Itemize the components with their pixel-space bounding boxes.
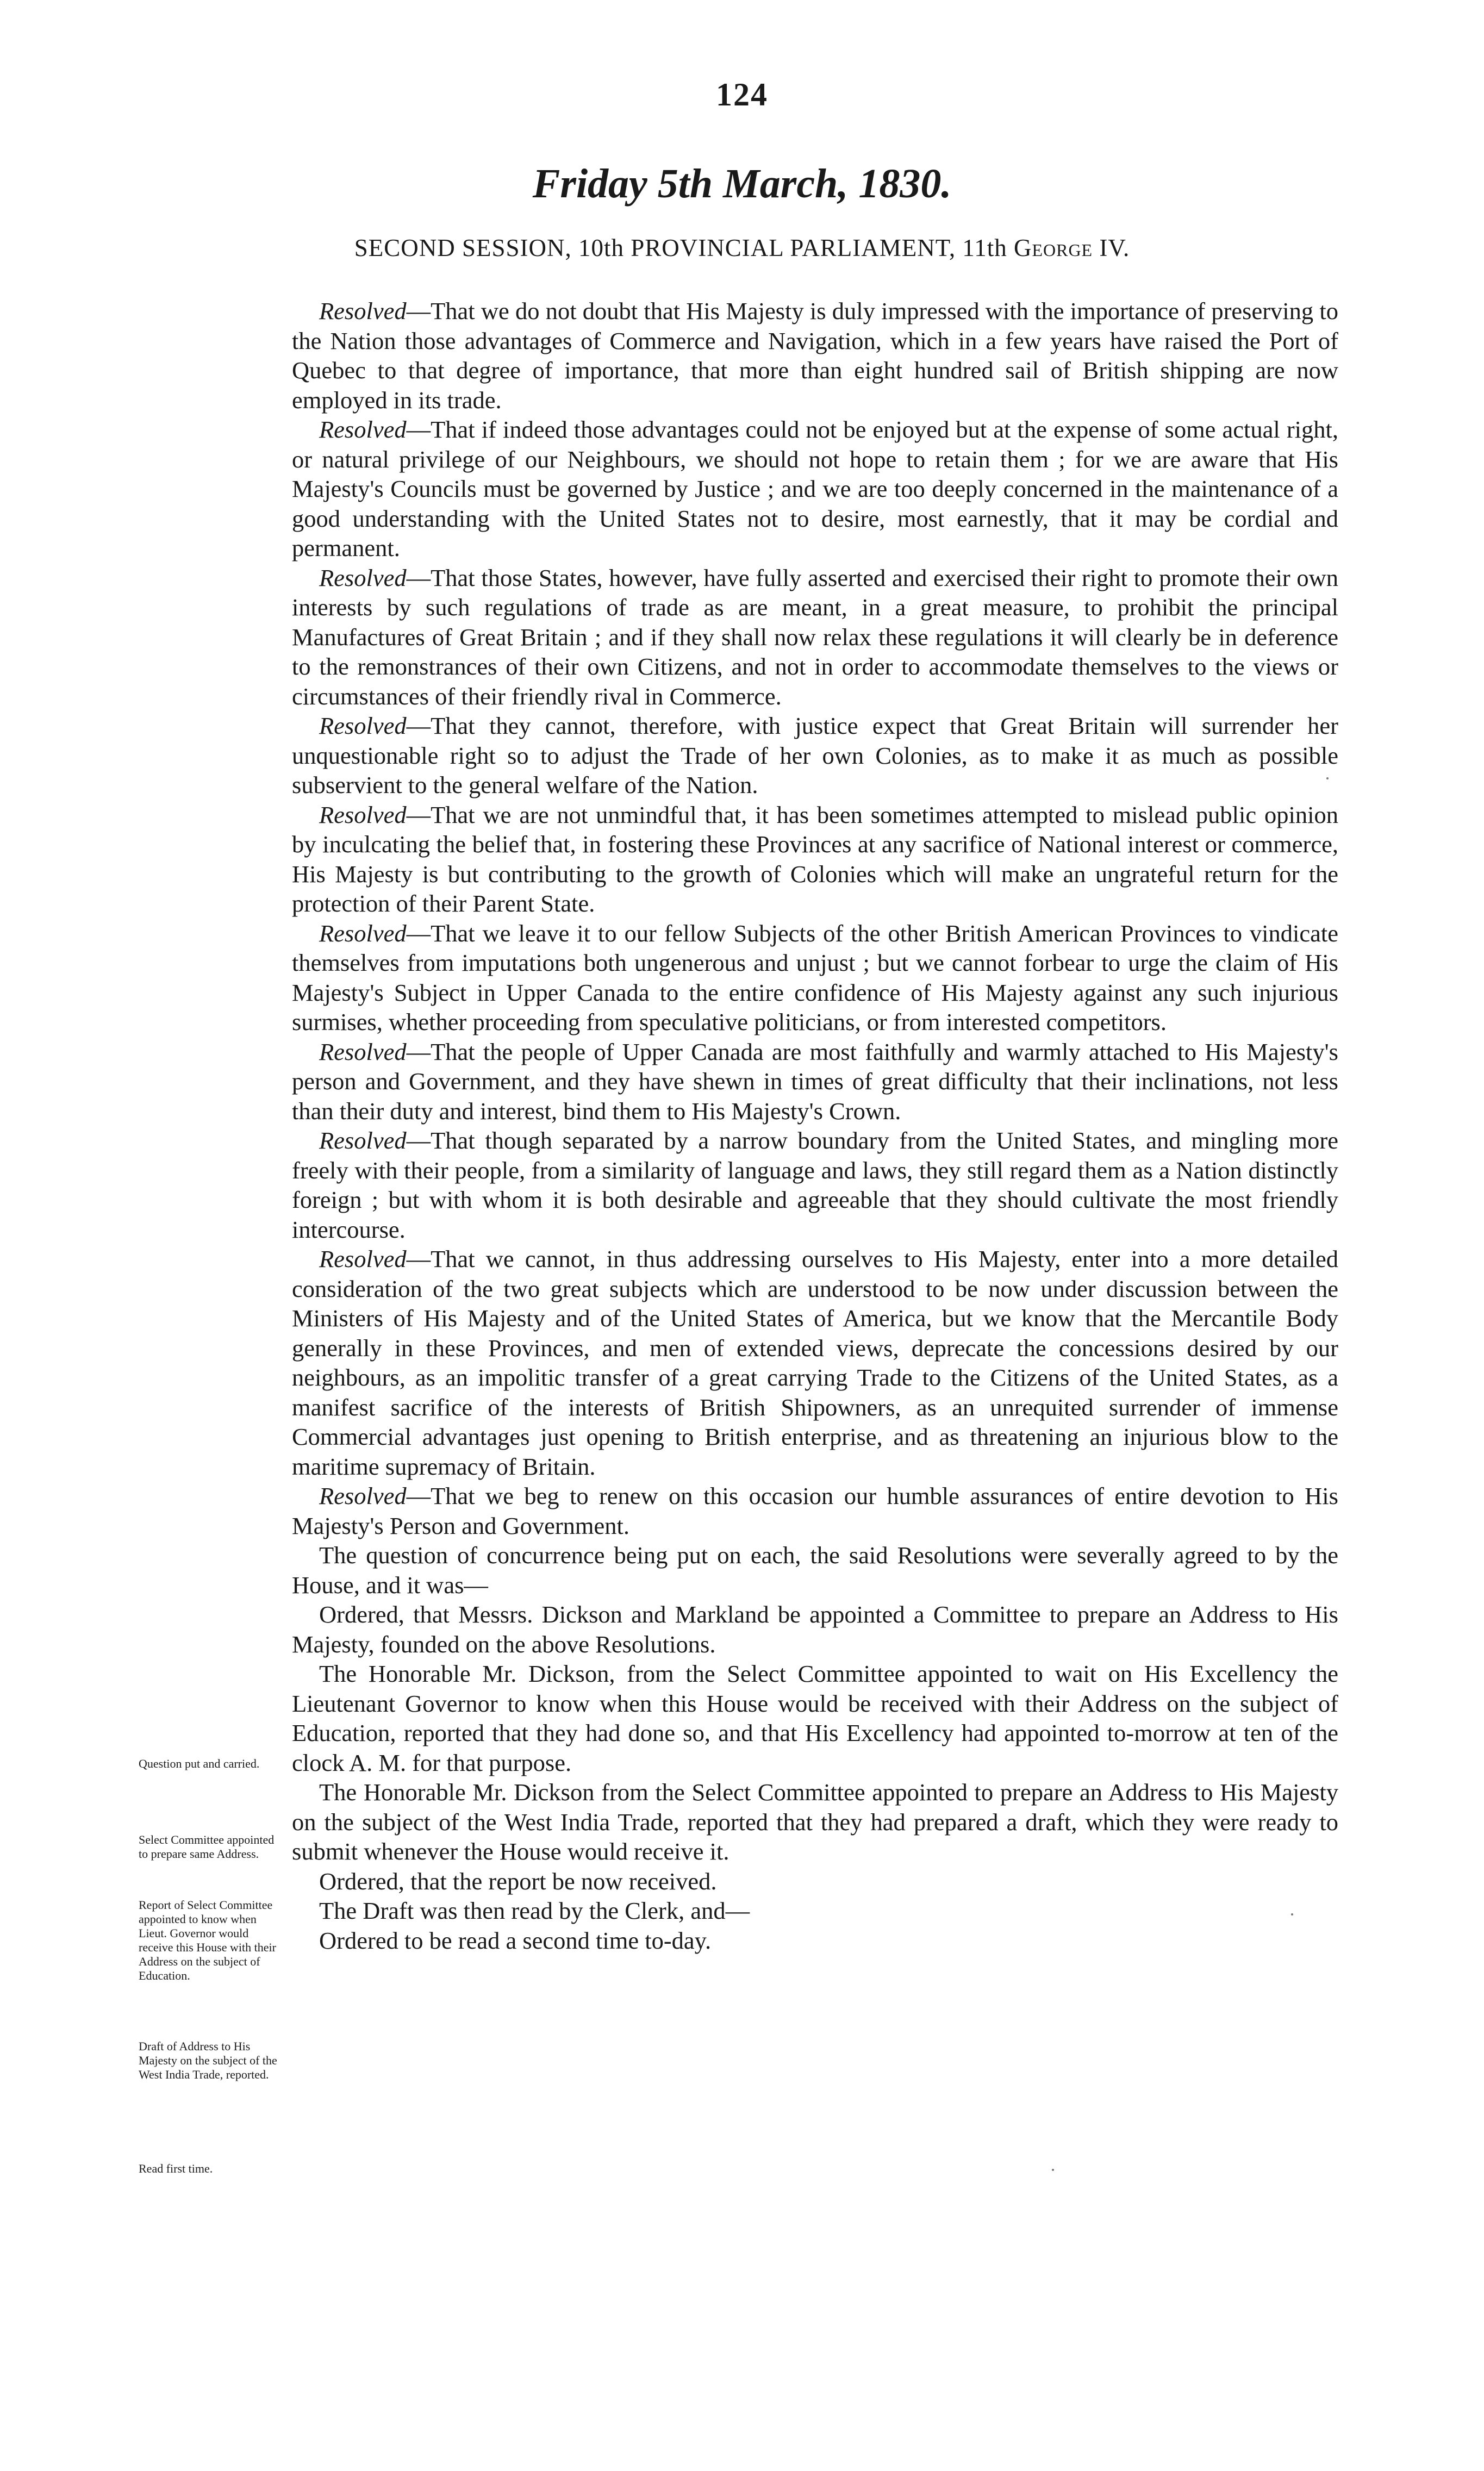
margin-note: Report of Select Committee appointed to know when Lieut. Governor would receive this House with their Address on the subject of Education. <box>139 1898 276 1982</box>
resolution-text: —That we leave it to our fellow Subjects of the other British American Provinces to vindicate themselves from imputations both ungenerous and unjust ; but we cannot forbear to urge the claim of His Majesty's Subject in Upper Canada to the entire confidence of His Majesty against any such injurious surmises, whether proceeding from speculative politicians, or from interested competitors. <box>292 919 1338 1035</box>
resolution-lead: Resolved <box>319 297 407 325</box>
journal-body <box>292 296 1338 1955</box>
session-heading-end: IV. <box>1093 234 1130 261</box>
resolution <box>292 563 1338 712</box>
resolution <box>292 415 1338 563</box>
resolution <box>292 1126 1338 1244</box>
session-heading-king: George <box>1013 234 1093 261</box>
margin-note: Question put and carried. <box>139 1757 260 1770</box>
resolution-lead: Resolved <box>319 1245 407 1272</box>
resolution-text: —That we are not unmindful that, it has been sometimes attempted to mislead public opinion by inculcating the belief that, in fostering these Provinces at any sacrifice of National interest or commerce, His Majesty is but contributing to the growth of Colonies which will make an ungrateful return for the protection of their Parent State. <box>292 801 1338 917</box>
resolution-text: —That we beg to renew on this occasion our humble assurances of entire devotion to His Majesty's Person and Government. <box>292 1482 1338 1539</box>
resolution <box>292 919 1338 1037</box>
resolution-lead: Resolved <box>319 1127 407 1154</box>
proceeding-entry: Ordered, that the report be now received. <box>319 1867 717 1895</box>
session-heading-main: SECOND SESSION, 10th PROVINCIAL PARLIAMENT, 11th <box>354 234 1014 261</box>
proceeding-entry: The question of concurrence being put on each, the said Resolutions were severally agreed to by the House, and it was— <box>292 1542 1338 1599</box>
resolution-lead: Resolved <box>319 1482 407 1509</box>
page-number: 124 <box>716 77 768 113</box>
resolution-text: —That they cannot, therefore, with justice expect that Great Britain will surrender her unquestionable right so to adjust the Trade of her own Colonies, as to make it as much as possible subservient to the general welfare of the Nation. <box>292 712 1338 798</box>
proceeding-entry: The Honorable Mr. Dickson from the Select Committee appointed to prepare an Address to His Majesty on the subject of the West India Trade, reported that they had prepared a draft, which they were ready to submit whenever the House would receive it. <box>292 1779 1338 1865</box>
resolution-lead: Resolved <box>319 919 407 947</box>
proceeding-entry: Ordered, that Messrs. Dickson and Markland be appointed a Committee to prepare an Address to His Majesty, founded on the above Resolutions. <box>292 1601 1338 1658</box>
resolution-text: —That though separated by a narrow boundary from the United States, and mingling more freely with their people, from a similarity of language and laws, they still regard them as a Nation distinctly foreign ; but with whom it is both desirable and agreeable that they should cultivate the most friendly intercourse. <box>292 1127 1338 1243</box>
resolution-text: —That if indeed those advantages could not be enjoyed but at the expense of some actual right, or natural privilege of our Neighbours, we should not hope to retain them ; for we are aware that His Majesty's Councils must be governed by Justice ; and we are too deeply concerned in the maintenance of a good understanding with the United States not to desire, most earnestly, that it may be cordial and permanent. <box>292 416 1338 561</box>
resolution-text: —That those States, however, have fully asserted and exercised their right to promote their own interests by such regulations of trade as are meant, in a great measure, to prohibit the principal Manufactures of Great Britain ; and if they shall now relax these regulations it will clearly be in deference to the remonstrances of their own Citizens, and not in order to accommodate themselves to the views or circumstances of their friendly rival in Commerce. <box>292 564 1338 710</box>
proceeding-entry: Ordered to be read a second time to-day. <box>319 1926 712 1954</box>
resolution-lead: Resolved <box>319 801 407 828</box>
margin-note: Read first time. <box>139 2162 213 2175</box>
sitting-date-heading: Friday 5th March, 1830. <box>532 161 952 207</box>
proceeding-entry: The Draft was then read by the Clerk, and— <box>319 1897 750 1924</box>
resolution <box>292 296 1338 415</box>
resolution-text: —That we do not doubt that His Majesty is duly impressed with the importance of preserving to the Nation those advantages of Commerce and Navigation, which in a few years have raised the Port of Quebec to that degree of importance, that more than eight hundred sail of British shipping are now employed in its trade. <box>292 297 1338 414</box>
print-speck <box>1291 1913 1293 1915</box>
margin-note: Select Committee appointed to prepare same Address. <box>139 1833 275 1861</box>
resolution-text: —That we cannot, in thus addressing ourselves to His Majesty, enter into a more detailed consideration of the two great subjects which are understood to be now under discussion between the Ministers of His Majesty and of the United States of America, but we know that the Mercantile Body generally in these Provinces, and men of extended views, deprecate the concessions desired by our neighbours, as an impolitic transfer of a great carrying Trade to the Citizens of the United States, as a manifest sacrifice of the interests of British Shipowners, as an unrequited surrender of immense Commercial advantages just opening to British enterprise, and as threatening an injurious blow to the maritime supremacy of Britain. <box>292 1245 1338 1480</box>
resolution-text: —That the people of Upper Canada are most faithfully and warmly attached to His Majesty's person and Government, and they have shewn in times of great difficulty that their inclinations, not less than their duty and interest, bind them to His Majesty's Crown. <box>292 1038 1338 1125</box>
print-speck <box>1052 2169 1054 2171</box>
resolution <box>292 711 1338 800</box>
print-speck <box>1326 777 1329 779</box>
resolution <box>292 1244 1338 1481</box>
resolution <box>292 800 1338 919</box>
resolution-lead: Resolved <box>319 416 407 443</box>
proceeding-entry: The Honorable Mr. Dickson, from the Select Committee appointed to wait on His Excellency the Lieutenant Governor to know when this House would be received with their Address on the subject of Education, reported that they had done so, and that His Excellency had appointed to-morrow at ten of the clock A. M. for that purpose. <box>292 1660 1338 1776</box>
session-heading <box>0 234 1484 262</box>
margin-note: Draft of Address to His Majesty on the subject of the West India Trade, reported. <box>139 2039 277 2081</box>
resolution-lead: Resolved <box>319 712 407 739</box>
proceedings <box>292 1540 1338 1955</box>
resolution <box>292 1037 1338 1126</box>
resolution-lead: Resolved <box>319 564 407 591</box>
resolution <box>292 1481 1338 1540</box>
resolution-lead: Resolved <box>319 1038 407 1065</box>
